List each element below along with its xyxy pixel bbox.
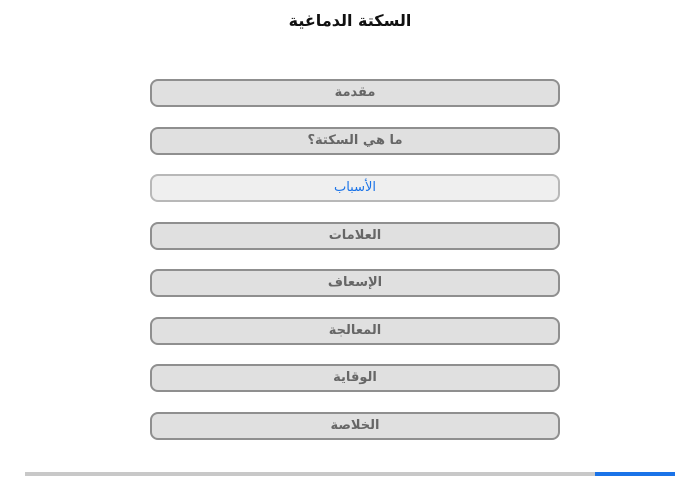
menu-item-first-aid[interactable]: الإسعاف [150, 269, 560, 297]
menu-item-causes[interactable]: الأسباب [150, 174, 560, 202]
page-title: السكتة الدماغية [288, 11, 412, 30]
menu-item-treatment[interactable]: المعالجة [150, 317, 560, 345]
progress-bar-fill [595, 472, 675, 476]
menu-item-what-is-stroke[interactable]: ما هي السكتة؟ [150, 127, 560, 155]
menu-item-prevention[interactable]: الوقاية [150, 364, 560, 392]
menu-item-summary[interactable]: الخلاصة [150, 412, 560, 440]
chapter-menu [150, 79, 560, 459]
menu-item-introduction[interactable]: مقدمة [150, 79, 560, 107]
progress-bar [25, 472, 675, 476]
menu-item-signs[interactable]: العلامات [150, 222, 560, 250]
